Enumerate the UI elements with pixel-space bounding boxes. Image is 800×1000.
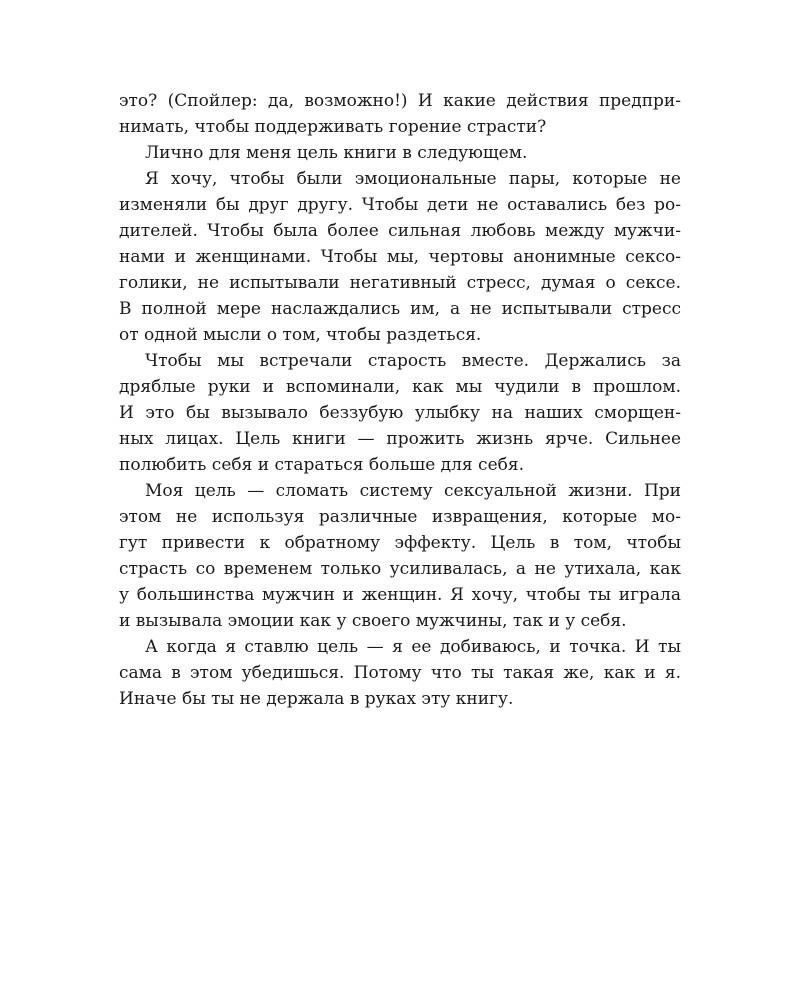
book-page-text xyxy=(119,88,681,712)
text-line: этом не используя различные извращения, которые мо- xyxy=(119,507,681,527)
paragraph xyxy=(119,140,681,166)
text-line: у большинства мужчин и женщин. Я хочу, чтобы ты играла xyxy=(119,585,681,605)
text-line: полюбить себя и стараться больше для себя. xyxy=(119,455,524,475)
text-line: от одной мысли о том, чтобы раздеться. xyxy=(119,325,482,345)
text-line: Чтобы мы встречали старость вместе. Держались за xyxy=(145,351,681,371)
text-line: А когда я ставлю цель — я ее добиваюсь, и точка. И ты xyxy=(145,637,681,657)
text-line: нимать, чтобы поддерживать горение страсти? xyxy=(119,117,547,137)
text-line: Я хочу, чтобы были эмоциональные пары, которые не xyxy=(145,169,681,189)
text-line: Лично для меня цель книги в следующем. xyxy=(145,143,528,163)
text-line: нами и женщинами. Чтобы мы, чертовы анонимные сексо- xyxy=(119,247,681,267)
text-line: дряблые руки и вспоминали, как мы чудили в прошлом. xyxy=(119,377,681,397)
text-line: ных лицах. Цель книги — прожить жизнь ярче. Сильнее xyxy=(119,429,681,449)
paragraph xyxy=(119,348,681,478)
text-line: Моя цель — сломать систему сексуальной жизни. При xyxy=(145,481,681,501)
paragraph xyxy=(119,634,681,712)
text-line: голики, не испытывали негативный стресс, думая о сексе. xyxy=(119,273,681,293)
text-line: В полной мере наслаждались им, а не испытывали стресс xyxy=(119,299,681,319)
text-line: И это бы вызывало беззубую улыбку на наших сморщен- xyxy=(119,403,681,423)
text-line: это? (Спойлер: да, возможно!) И какие действия предпри- xyxy=(119,91,681,111)
text-line: и вызывала эмоции как у своего мужчины, так и у себя. xyxy=(119,611,627,631)
paragraph xyxy=(119,88,681,140)
paragraph xyxy=(119,166,681,348)
text-line: изменяли бы друг другу. Чтобы дети не оставались без ро- xyxy=(119,195,681,215)
text-line: дителей. Чтобы была более сильная любовь между мужчи- xyxy=(119,221,681,241)
text-line: Иначе бы ты не держала в руках эту книгу. xyxy=(119,689,514,709)
text-line: страсть со временем только усиливалась, а не утихала, как xyxy=(119,559,681,579)
text-line: сама в этом убедишься. Потому что ты такая же, как и я. xyxy=(119,663,681,683)
paragraph xyxy=(119,478,681,634)
text-line: гут привести к обратному эффекту. Цель в том, чтобы xyxy=(119,533,681,553)
